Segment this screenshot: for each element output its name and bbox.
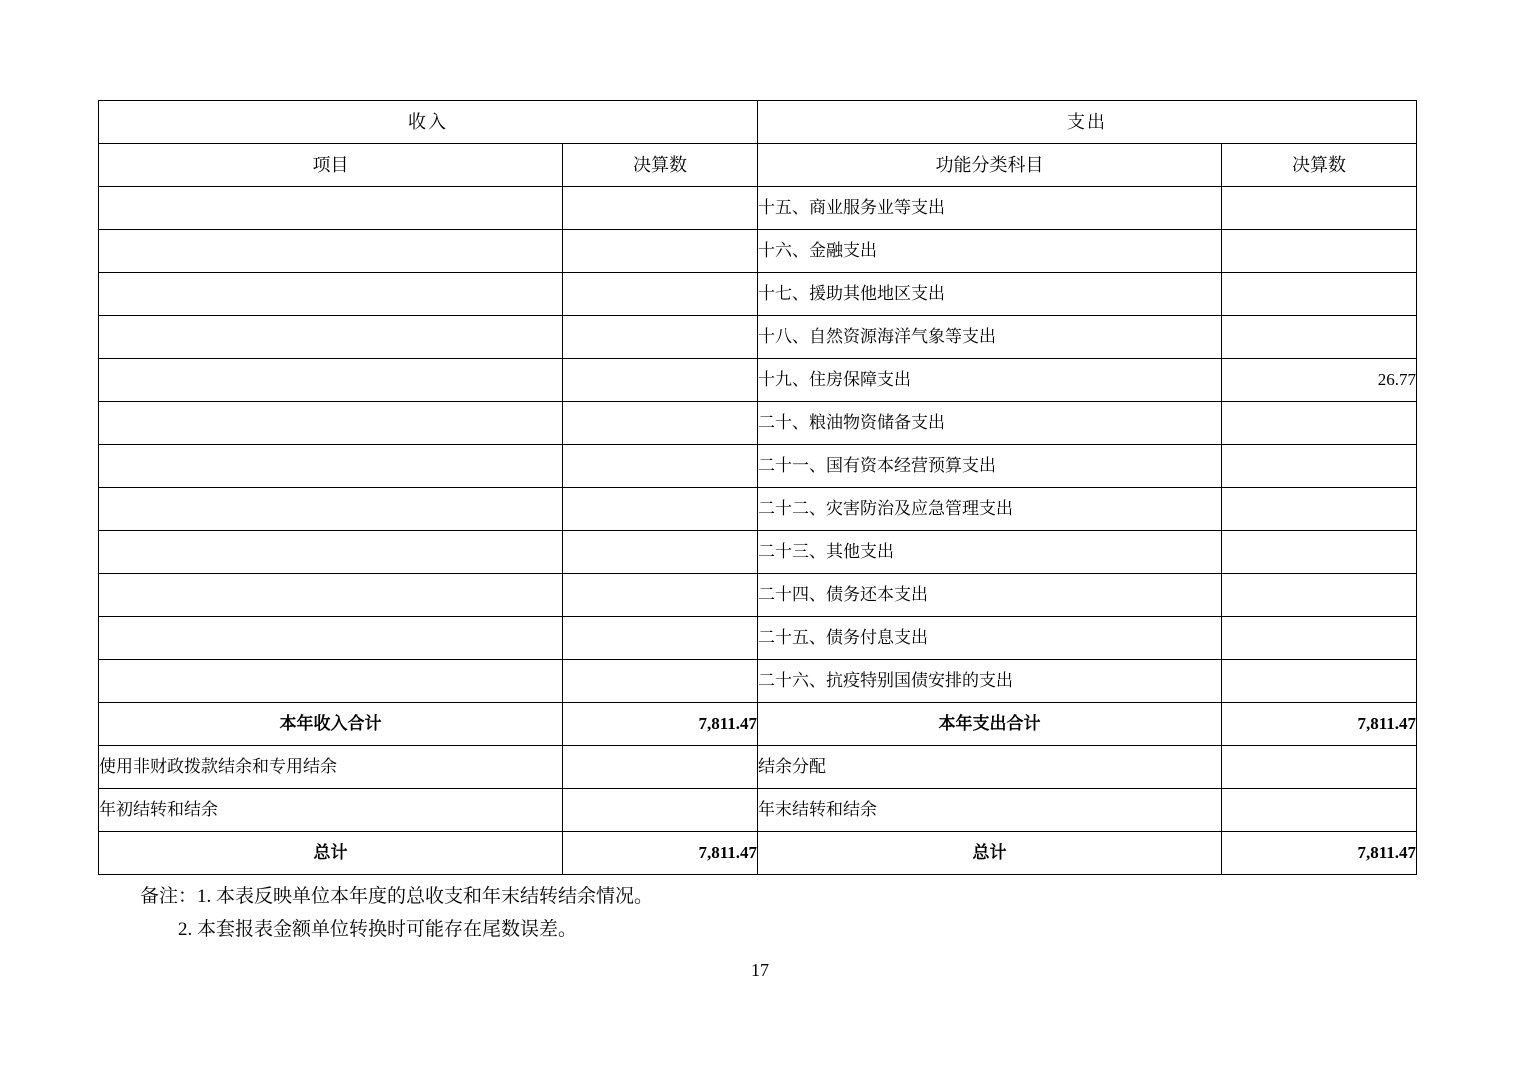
expense-amount-cell — [1222, 187, 1417, 230]
income-item-cell — [99, 445, 563, 488]
income-item-cell — [99, 402, 563, 445]
expense-item-cell: 十九、住房保障支出 — [758, 359, 1222, 402]
table-group-header-row — [99, 101, 1417, 144]
table-row — [99, 402, 1417, 445]
income-amount-cell — [563, 574, 758, 617]
income-amount-column-header: 决算数 — [563, 144, 758, 187]
table-row — [99, 531, 1417, 574]
expense-amount-cell — [1222, 445, 1417, 488]
expense-surplus-label: 结余分配 — [758, 746, 1222, 789]
expense-carryover-label: 年末结转和结余 — [758, 789, 1222, 832]
expense-grand-total-label: 总计 — [758, 832, 1222, 875]
income-grand-total-label: 总计 — [99, 832, 563, 875]
financial-table-container — [98, 100, 1416, 875]
table-row-surplus — [99, 746, 1417, 789]
income-item-cell — [99, 531, 563, 574]
expense-item-cell: 十七、援助其他地区支出 — [758, 273, 1222, 316]
table-row — [99, 273, 1417, 316]
expense-amount-cell — [1222, 660, 1417, 703]
income-carryover-amount — [563, 789, 758, 832]
budget-final-accounts-table — [98, 100, 1417, 875]
table-row — [99, 359, 1417, 402]
income-item-cell — [99, 316, 563, 359]
income-year-total-label: 本年收入合计 — [99, 703, 563, 746]
income-item-cell — [99, 230, 563, 273]
table-column-header-row — [99, 144, 1417, 187]
expense-item-cell: 二十、粮油物资储备支出 — [758, 402, 1222, 445]
income-item-cell — [99, 187, 563, 230]
expense-item-cell: 二十四、债务还本支出 — [758, 574, 1222, 617]
expense-item-column-header: 功能分类科目 — [758, 144, 1222, 187]
income-item-column-header: 项目 — [99, 144, 563, 187]
income-amount-cell — [563, 273, 758, 316]
income-surplus-amount — [563, 746, 758, 789]
expense-amount-cell — [1222, 488, 1417, 531]
income-amount-cell — [563, 359, 758, 402]
expense-year-total-label: 本年支出合计 — [758, 703, 1222, 746]
table-row — [99, 316, 1417, 359]
income-amount-cell — [563, 187, 758, 230]
income-grand-total-amount: 7,811.47 — [563, 832, 758, 875]
table-notes — [140, 880, 653, 947]
expense-item-cell: 二十六、抗疫特别国债安排的支出 — [758, 660, 1222, 703]
expense-amount-cell — [1222, 574, 1417, 617]
table-row — [99, 488, 1417, 531]
expense-amount-cell: 26.77 — [1222, 359, 1417, 402]
income-amount-cell — [563, 445, 758, 488]
expense-grand-total-amount: 7,811.47 — [1222, 832, 1417, 875]
expense-item-cell: 十六、金融支出 — [758, 230, 1222, 273]
expense-amount-cell — [1222, 531, 1417, 574]
note-line-2: 2. 本套报表金额单位转换时可能存在尾数误差。 — [178, 919, 578, 941]
expense-amount-column-header: 决算数 — [1222, 144, 1417, 187]
expense-year-total-amount: 7,811.47 — [1222, 703, 1417, 746]
expense-surplus-amount — [1222, 746, 1417, 789]
table-row-year-total — [99, 703, 1417, 746]
expense-item-cell: 二十二、灾害防治及应急管理支出 — [758, 488, 1222, 531]
table-row — [99, 617, 1417, 660]
income-item-cell — [99, 660, 563, 703]
expense-amount-cell — [1222, 316, 1417, 359]
expense-amount-cell — [1222, 230, 1417, 273]
income-item-cell — [99, 359, 563, 402]
expense-item-cell: 二十五、债务付息支出 — [758, 617, 1222, 660]
expense-item-cell: 二十一、国有资本经营预算支出 — [758, 445, 1222, 488]
expense-carryover-amount — [1222, 789, 1417, 832]
income-carryover-label: 年初结转和结余 — [99, 789, 563, 832]
income-amount-cell — [563, 660, 758, 703]
income-amount-cell — [563, 316, 758, 359]
income-amount-cell — [563, 488, 758, 531]
expense-group-header: 支出 — [758, 101, 1417, 144]
expense-item-cell: 十八、自然资源海洋气象等支出 — [758, 316, 1222, 359]
table-row-grand-total — [99, 832, 1417, 875]
table-row-carryover — [99, 789, 1417, 832]
income-item-cell — [99, 574, 563, 617]
table-row — [99, 230, 1417, 273]
income-amount-cell — [563, 617, 758, 660]
income-item-cell — [99, 488, 563, 531]
income-surplus-label: 使用非财政拨款结余和专用结余 — [99, 746, 563, 789]
income-amount-cell — [563, 531, 758, 574]
income-group-header: 收入 — [99, 101, 758, 144]
income-amount-cell — [563, 402, 758, 445]
income-year-total-amount: 7,811.47 — [563, 703, 758, 746]
expense-item-cell: 二十三、其他支出 — [758, 531, 1222, 574]
table-row — [99, 660, 1417, 703]
income-item-cell — [99, 617, 563, 660]
table-row — [99, 574, 1417, 617]
expense-amount-cell — [1222, 402, 1417, 445]
note-line-1: 备注：1. 本表反映单位本年度的总收支和年末结转结余情况。 — [140, 886, 654, 907]
table-row — [99, 445, 1417, 488]
expense-amount-cell — [1222, 273, 1417, 316]
expense-item-cell: 十五、商业服务业等支出 — [758, 187, 1222, 230]
table-row — [99, 187, 1417, 230]
income-amount-cell — [563, 230, 758, 273]
page-number: 17 — [751, 960, 769, 980]
income-item-cell — [99, 273, 563, 316]
expense-amount-cell — [1222, 617, 1417, 660]
